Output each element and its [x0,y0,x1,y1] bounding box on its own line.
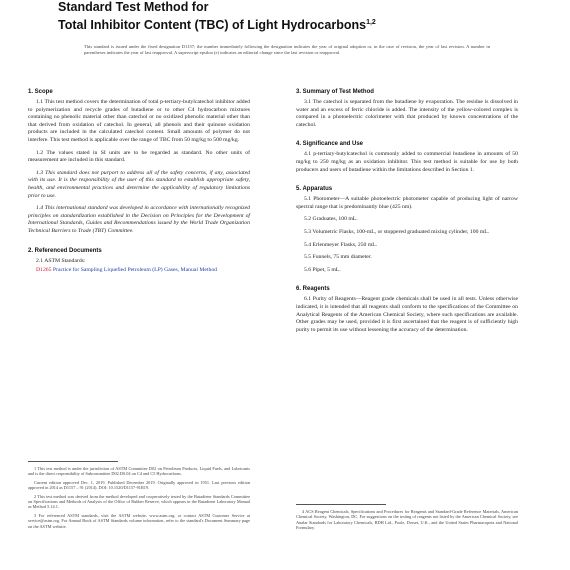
footnote-2: 2 This test method was derived from the method developed and cooperatively tested by the Butadiene Standards Committee on Specifications and Methods of Analysis of the Office of Rubber Reserve, which appears in the Butadiene Laboratory Manual as Method 5.14.1. [28,493,250,510]
paragraph-5-1: 5.1 Photometer—A suitable photoelectric photometer capable of producing light of narrow spectral range that is predominantly blue (425 nm). [296,196,518,210]
reference-code[interactable]: D1265 [36,267,52,274]
paragraph-5-3: 5.3 Volumetric Flasks, 100-mL, or stoppered graduated mixing cylinder, 100 mL. [304,228,490,235]
reference-title[interactable]: Practice for Sampling Liquefied Petroleum (LP) Gases, Manual Method [51,267,218,274]
title-line-1: Standard Test Method for [58,0,209,14]
paragraph-5-6: 5.6 Pipet, 5 mL. [304,266,341,273]
section-heading-referenced-documents: 2. Referenced Documents [28,247,102,254]
footnote-3: 3 For referenced ASTM standards, visit the ASTM website, www.astm.org, or contact ASTM Customer Service at service@astm.org. For Annual Book of ASTM Standards volume information, refer to the standard's Document Summary page on the ASTM website. [28,512,250,529]
paragraph-5-4: 5.4 Erlenmeyer Flasks, 250 mL. [304,241,378,248]
footnote-divider-right [296,504,386,505]
paragraph-3-1: 3.1 The catechol is separated from the butadiene by evaporation. The residue is dissolved in water and an excess of ferric chloride is added. The intensity of the yellow-colored complex is compared in a photoelectric colorimeter with that produced by known concentrations of the catechol. [296,99,518,128]
paragraph-6-1: 6.1 Purity of Reagents—Reagent grade chemicals shall be used in all tests. Unless otherwise indicated, it is intended that all reagents shall conform to the specifications of the Committee on Analytical Reagents of the American Chemical Society, where such specifications are available. Other grades may be used, provided it is first ascertained that the reagent is of sufficiently high purity to permit its use without lessening the accuracy of the determination. [296,296,518,333]
paragraph-5-2: 5.2 Graduates, 100 mL. [304,216,358,223]
right-footnotes [296,498,518,534]
section-heading-significance: 4. Significance and Use [296,141,364,148]
footnote-1: 1 This test method is under the jurisdiction of ASTM Committee D02 on Petroleum Products, Liquid Fuels, and Lubricants and is the direct responsibility of Subcommittee D02.D0.04 on C4 and C5 Hydrocarbons. [28,466,250,477]
paragraph-1-2: 1.2 The values stated in SI units are to be regarded as standard. No other units of measurement are included in this standard. [28,149,250,164]
paragraph-1-4: 1.4 This international standard was developed in accordance with internationally recognized principles on standardization established in the Decision on Principles for the Development of International Standards, Guides and Recommendations issued by the World Trade Organization Technical Barriers to Trade (TBT) Committee. [28,205,250,234]
footnote-1b: Current edition approved Dec. 1, 2019. Published December 2019. Originally approved in 1951. Last previous edition approved in 2014 as D1157 – 91 (2014). DOI: 10.1520/D1157-91R19. [28,479,250,491]
left-footnotes [28,455,250,532]
left-column [28,88,250,275]
designation-note: This standard is issued under the fixed designation D1157; the number immediately following the designation indicates the year of original adoption or, in the case of revision, the year of last revision. A number in parentheses indicates the year of last reapproval. A superscript epsilon (ε) indicates an editorial change since the last revision or reapproval. [84,44,490,56]
paragraph-5-5: 5.5 Funnels, 75 mm diameter. [304,254,372,261]
reference-link-d1265[interactable] [36,267,250,275]
section-heading-apparatus: 5. Apparatus [296,186,333,193]
paragraph-4-1: 4.1 p-tertiary-butylcatechol is commonly added to commercial butadiene in amounts of 50 mg/kg to 250 mg/kg as an oxidation inhibitor. This test method is suitable for use by both producers and users of butadiene within the limitations described in Section 1. [296,151,518,173]
title-line-2 [58,15,528,33]
section-heading-summary: 3. Summary of Test Method [296,89,374,95]
title-line-2-text: Total Inhibitor Content (TBC) of Light Hydrocarbons [58,18,367,33]
right-column [296,88,518,339]
section-heading-scope: 1. Scope [28,89,53,95]
paragraph-1-1: 1.1 This test method covers the determination of total p-tertiary-butylcatechol inhibitor added to polymerization and recycle grades of butadiene or to other C4 hydrocarbon mixtures containing no phenolic material other than catechol or no oxidized phenolic material other than that derived from oxidation of catechol. In general, all phenols and their quinone oxidation products are included in the calculated catechol content. Small amounts of polymer do not interfere. This test method is applicable over the range of TBC from 50 mg/kg to 500 mg/kg. [28,99,250,143]
document-title [58,0,528,33]
footnote-divider [28,461,118,462]
section-heading-reagents: 6. Reagents [296,286,330,293]
paragraph-1-3: 1.3 This standard does not purport to address all of the safety concerns, if any, associated with its use. It is the responsibility of the user of this standard to establish appropriate safety, health, and environmental practices and determine the applicability of regulatory limitations prior to use. [28,169,250,199]
title-footnote-marker: 1,2 [366,19,376,26]
reference-2-1: 2.1 ASTM Standards: [36,257,86,264]
footnote-4: 4 ACS Reagent Chemicals, Specifications and Procedures for Reagents and Standard-Grade Reference Materials, American Chemical Society, Washington, DC. For suggestions on the testing of reagents not listed by the American Chemical Society, see Analar Standards for Laboratory Chemicals, BDH Ltd., Poole, Dorset, U.K., and the United States Pharmacopeia and National Formulary. [296,509,518,531]
